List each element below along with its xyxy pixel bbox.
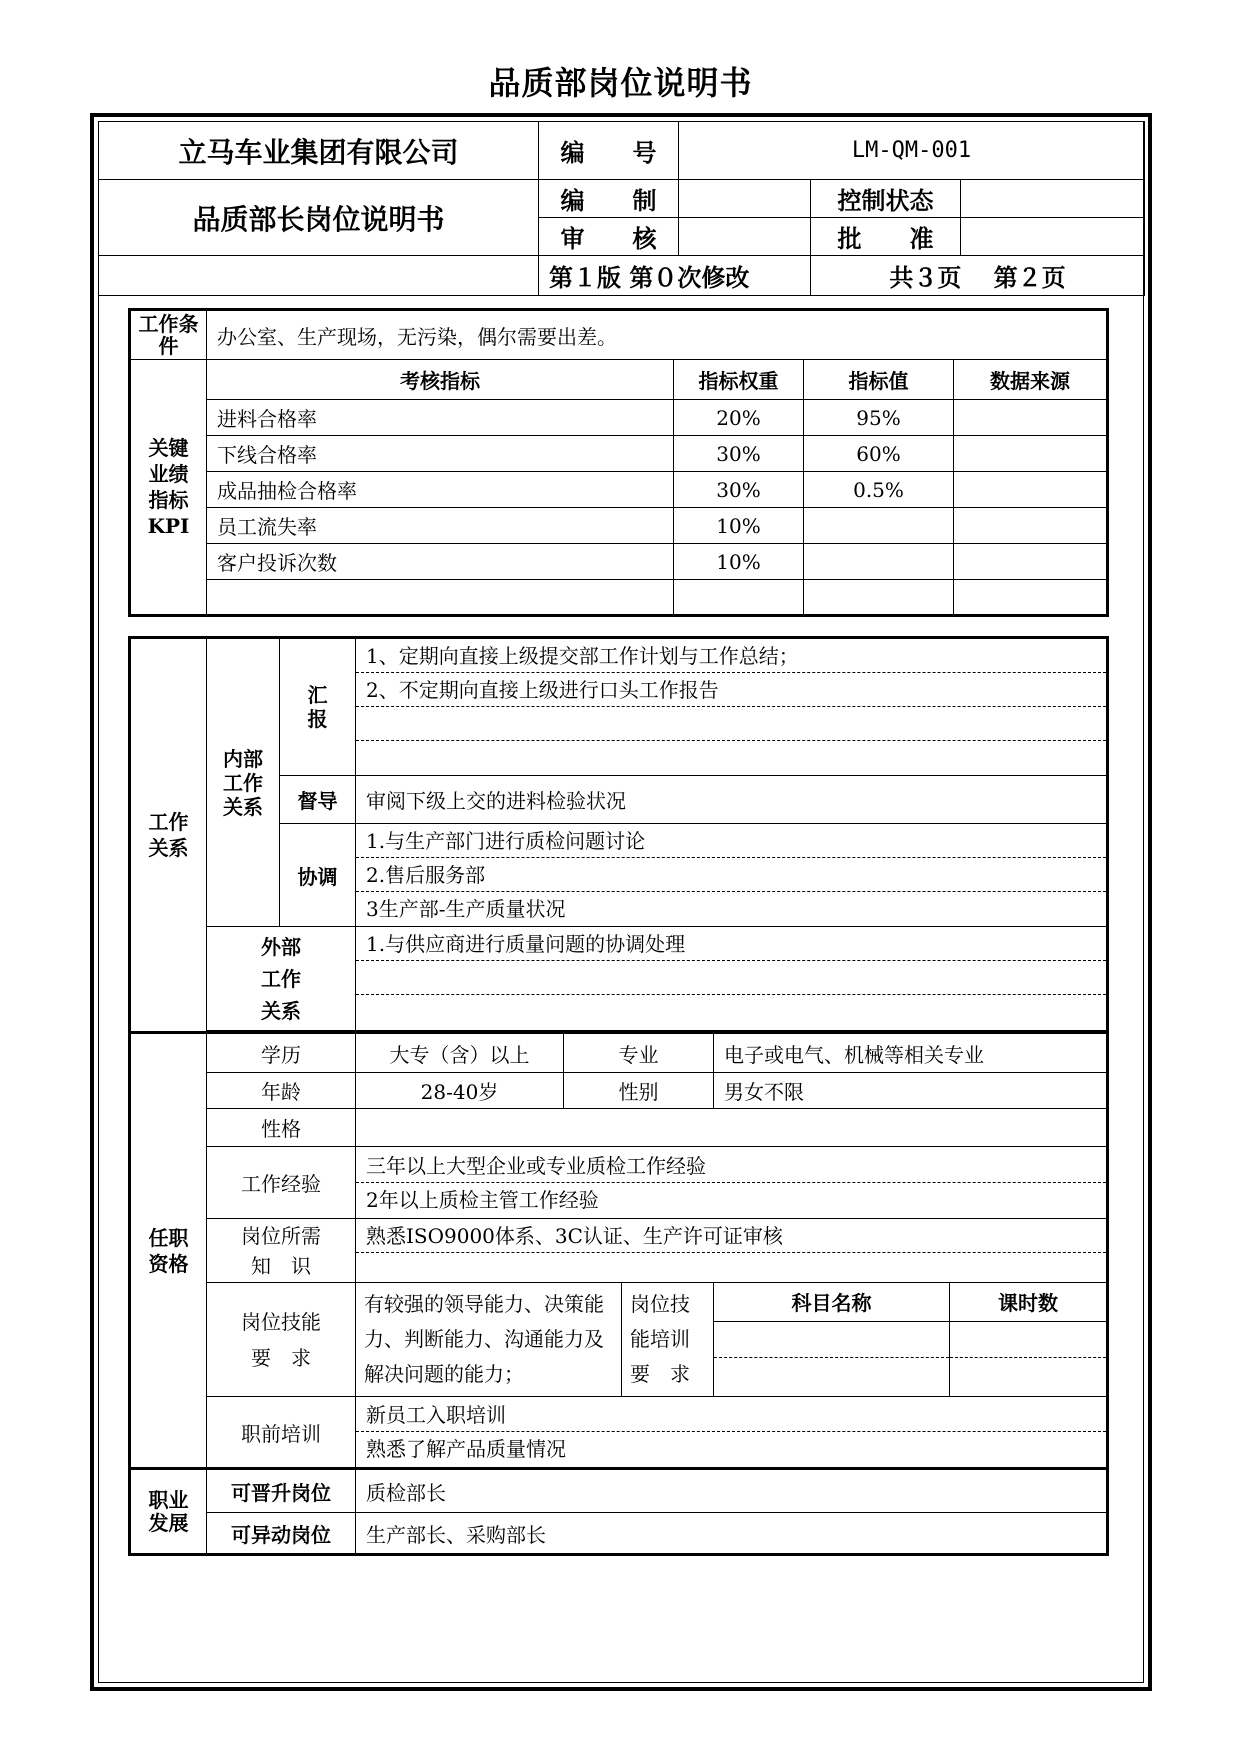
kpi-weight: 20% [674,400,804,436]
kpi-weight: 10% [674,508,804,544]
relations-label-text: 工作关系 [148,810,189,860]
pre-training-label: 职前培训 [207,1397,356,1469]
subject-cell [714,1321,950,1358]
education-value: 大专（含）以上 [356,1033,564,1073]
transfer-label: 可异动岗位 [207,1513,356,1555]
report-line [356,707,1106,741]
report-line: 2、不定期向直接上级进行口头工作报告 [356,673,1106,707]
kpi-header-weight: 指标权重 [674,360,804,400]
qualification-label-text: 任职资格 [148,1225,189,1276]
kpi-header-source: 数据来源 [954,360,1108,400]
work-conditions-label: 工作条件 [130,310,207,360]
promote-value: 质检部长 [356,1469,1108,1513]
knowledge-value: 熟悉ISO9000体系、3C认证、生产许可证审核 [356,1219,1106,1253]
education-label: 学历 [207,1033,356,1073]
kpi-value: 60% [804,436,954,472]
report-content [356,638,1108,776]
career-label [130,1469,207,1555]
knowledge-label [207,1219,356,1283]
kpi-source [954,400,1108,436]
kpi-indicator: 员工流失率 [207,508,674,544]
age-label: 年龄 [207,1073,356,1109]
doc-name: 品质部长岗位说明书 [99,180,539,256]
report-label-text: 汇报 [307,683,328,731]
skill-label [207,1283,356,1397]
coordinate-line: 2.售后服务部 [356,858,1106,892]
coordinate-line: 1.与生产部门进行质检问题讨论 [356,824,1106,858]
header-table [98,121,1145,296]
experience-label: 工作经验 [207,1147,356,1219]
external-line [356,995,1106,1029]
work-conditions-text: 办公室、生产现场，无污染，偶尔需要出差。 [207,310,1108,360]
experience-content [356,1147,1108,1219]
kpi-weight [674,580,804,616]
kpi-source [954,580,1108,616]
kpi-indicator [207,580,674,616]
experience-line: 三年以上大型企业或专业质检工作经验 [356,1149,1106,1183]
compiled-label: 编 制 [539,180,679,218]
gender-value: 男女不限 [714,1073,1108,1109]
kpi-value [804,544,954,580]
approve-label: 批 准 [811,218,961,256]
hours-cell [950,1358,1108,1397]
personality-label: 性格 [207,1109,356,1147]
coordinate-label: 协调 [280,824,356,927]
kpi-value [804,508,954,544]
control-status-label: 控制状态 [811,180,961,218]
page-info: 共３页 第２页 [811,256,1145,296]
supervise-text: 审阅下级上交的进料检验状况 [356,776,1108,824]
kpi-weight: 10% [674,544,804,580]
kpi-table [128,308,1109,617]
kpi-value [804,580,954,616]
gender-label: 性别 [564,1073,714,1109]
kpi-indicator: 进料合格率 [207,400,674,436]
company-name: 立马车业集团有限公司 [99,122,539,180]
review-label: 审 核 [539,218,679,256]
kpi-value: 0.5% [804,472,954,508]
document-title: 品质部岗位说明书 [488,64,753,102]
hours-cell [950,1321,1108,1358]
kpi-source [954,472,1108,508]
kpi-label-text: 关键业绩指标KPI [147,436,190,538]
knowledge-label-text: 岗位所需知 识 [241,1223,321,1278]
kpi-header-value: 指标值 [804,360,954,400]
external-line: 1.与供应商进行质量问题的协调处理 [356,927,1106,961]
age-value: 28-40岁 [356,1073,564,1109]
kpi-weight: 30% [674,436,804,472]
major-value: 电子或电气、机械等相关专业 [714,1033,1108,1073]
major-label: 专业 [564,1033,714,1073]
kpi-indicator: 成品抽检合格率 [207,472,674,508]
kpi-row [130,544,1108,580]
personality-value [356,1109,1108,1147]
experience-line: 2年以上质检主管工作经验 [366,1187,599,1212]
pre-training-line: 熟悉了解产品质量情况 [366,1437,566,1461]
skill-training-label: 岗位技能培训要 求 [622,1283,714,1397]
kpi-weight: 30% [674,472,804,508]
kpi-header-indicator: 考核指标 [207,360,674,400]
external-content [356,927,1108,1031]
kpi-row [130,580,1108,616]
kpi-row [130,508,1108,544]
skill-value: 有较强的领导能力、决策能力、判断能力、沟通能力及解决问题的能力； [356,1283,622,1397]
external-relations-text: 外部工作关系 [261,934,301,1023]
skill-label-text: 岗位技能要 求 [241,1309,321,1370]
report-line: 1、定期向直接上级提交部工作计划与工作总结； [356,639,1106,673]
number-label: 编 号 [539,122,679,180]
external-line [356,961,1106,995]
kpi-source [954,544,1108,580]
report-label [280,638,356,776]
kpi-row [130,472,1108,508]
external-relations-label [207,927,356,1031]
kpi-row [130,436,1108,472]
promote-label: 可晋升岗位 [207,1469,356,1513]
kpi-source [954,508,1108,544]
control-status-value [961,180,1145,218]
coordinate-content [356,824,1108,927]
compiled-value [679,180,811,218]
pre-training-content [356,1397,1108,1469]
hours-header: 课时数 [950,1283,1108,1322]
subject-header: 科目名称 [714,1283,950,1322]
relations-label [130,638,207,1033]
internal-relations-text: 内部工作关系 [223,746,263,819]
kpi-source [954,436,1108,472]
knowledge-content [356,1219,1108,1283]
internal-relations-label [207,638,280,927]
kpi-label [130,360,207,616]
approve-value [961,218,1145,256]
subject-cell [714,1358,950,1397]
kpi-indicator: 下线合格率 [207,436,674,472]
coordinate-line: 3生产部-生产质量状况 [366,897,566,921]
transfer-value: 生产部长、采购部长 [356,1513,1108,1555]
qualification-label [130,1033,207,1469]
kpi-indicator: 客户投诉次数 [207,544,674,580]
pre-training-line: 新员工入职培训 [356,1398,1106,1432]
blank-cell [99,256,539,296]
career-label-text: 职业发展 [148,1487,189,1535]
supervise-label: 督导 [280,776,356,824]
kpi-value: 95% [804,400,954,436]
version-info: 第１版 第０次修改 [539,256,811,296]
review-value [679,218,811,256]
relations-table [128,636,1109,1556]
kpi-row [130,400,1108,436]
number-value: LM-QM-001 [679,122,1145,180]
